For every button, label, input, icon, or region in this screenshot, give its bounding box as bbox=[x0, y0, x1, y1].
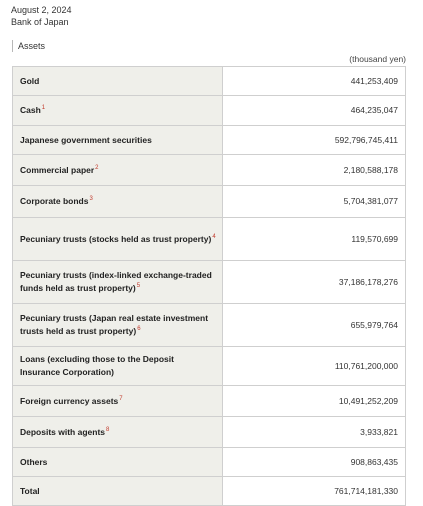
row-label-text: Deposits with agents bbox=[20, 426, 106, 437]
row-label bbox=[13, 67, 223, 96]
table-row bbox=[13, 186, 406, 218]
row-value: 5,704,381,077 bbox=[223, 186, 406, 218]
table-row bbox=[13, 347, 406, 386]
row-label bbox=[13, 477, 223, 506]
row-label bbox=[13, 126, 223, 155]
row-label-text: Japanese government securities bbox=[20, 134, 152, 145]
footnote-link[interactable]: 6 bbox=[137, 326, 141, 333]
row-label-text: Pecuniary trusts (index-linked exchange-traded funds held as trust property) bbox=[20, 270, 212, 293]
table-row bbox=[13, 218, 406, 261]
row-value: 761,714,181,330 bbox=[223, 477, 406, 506]
organization-name: Bank of Japan bbox=[11, 17, 69, 27]
row-value: 119,570,699 bbox=[223, 218, 406, 261]
table-row bbox=[13, 386, 406, 417]
row-label bbox=[13, 218, 223, 261]
footnote-link[interactable]: 2 bbox=[95, 164, 99, 171]
footnote-link[interactable]: 8 bbox=[106, 426, 110, 433]
footnote-link[interactable]: 3 bbox=[89, 196, 93, 203]
row-value: 3,933,821 bbox=[223, 417, 406, 448]
row-label-text: Loans (excluding those to the Deposit Insurance Corporation) bbox=[20, 354, 174, 377]
footnote-link[interactable]: 7 bbox=[119, 395, 123, 402]
row-label bbox=[13, 417, 223, 448]
table-row bbox=[13, 261, 406, 304]
row-label bbox=[13, 386, 223, 417]
table-row bbox=[13, 96, 406, 126]
row-label bbox=[13, 155, 223, 186]
row-label bbox=[13, 347, 223, 386]
row-label-text: Commercial paper bbox=[20, 164, 95, 175]
footnote-link[interactable]: 1 bbox=[41, 105, 46, 112]
table-row bbox=[13, 126, 406, 155]
row-label bbox=[13, 448, 223, 477]
table-row bbox=[13, 448, 406, 477]
footnote-link[interactable]: 5 bbox=[136, 283, 141, 290]
row-label bbox=[13, 186, 223, 218]
row-value: 110,761,200,000 bbox=[223, 347, 406, 386]
table-row bbox=[13, 477, 406, 506]
footnote-link[interactable]: 4 bbox=[212, 233, 216, 240]
table-row bbox=[13, 67, 406, 96]
assets-table bbox=[12, 66, 406, 506]
row-label-text: Pecuniary trusts (Japan real estate investment trusts held as trust property) bbox=[20, 313, 209, 336]
table-row bbox=[13, 417, 406, 448]
table-row bbox=[13, 304, 406, 347]
row-label-text: Pecuniary trusts (stocks held as trust property) bbox=[20, 233, 212, 244]
row-value: 37,186,178,276 bbox=[223, 261, 406, 304]
row-label-text: Corporate bonds bbox=[20, 196, 89, 206]
row-value: 464,235,047 bbox=[223, 96, 406, 126]
row-label-text: Others bbox=[20, 456, 48, 467]
row-label-text: Total bbox=[20, 485, 40, 496]
row-value: 2,180,588,178 bbox=[223, 155, 406, 186]
table-row bbox=[13, 155, 406, 186]
row-label bbox=[13, 96, 223, 126]
row-label bbox=[13, 261, 223, 304]
row-value: 10,491,252,209 bbox=[223, 386, 406, 417]
report-date: August 2, 2024 bbox=[11, 5, 72, 15]
section-title: Assets bbox=[12, 40, 45, 52]
row-label-text: Cash bbox=[20, 105, 41, 115]
row-label-text: Gold bbox=[20, 75, 40, 86]
row-value: 592,796,745,411 bbox=[223, 126, 406, 155]
row-value: 441,253,409 bbox=[223, 67, 406, 96]
unit-label: (thousand yen) bbox=[349, 54, 406, 64]
row-value: 655,979,764 bbox=[223, 304, 406, 347]
row-label bbox=[13, 304, 223, 347]
row-label-text: Foreign currency assets bbox=[20, 395, 119, 406]
row-value: 908,863,435 bbox=[223, 448, 406, 477]
